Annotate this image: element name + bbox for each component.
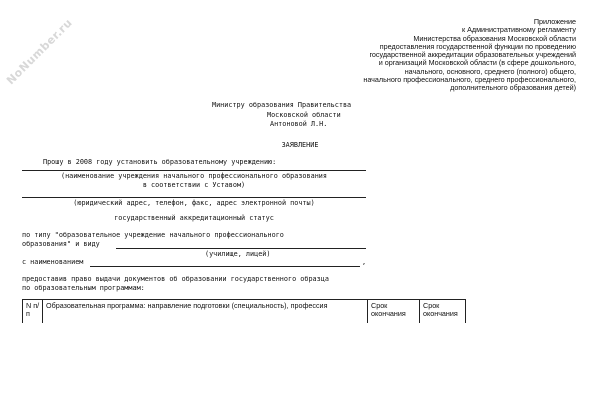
addressee-line: Антоновой Л.Н. — [270, 120, 328, 128]
hint-kind: (училище, лицей) — [205, 250, 271, 258]
programs-table — [22, 299, 466, 323]
hint-name: в соответствии с Уставом) — [142, 181, 246, 189]
hint-name: (наименование учреждения начального профессионального образования — [61, 172, 327, 180]
appendix-line: начального профессионального, среднего профессионального, — [363, 75, 576, 85]
table-header-number: N п/п — [23, 300, 43, 323]
appendix-line: государственной аккредитации образовательных учреждений — [369, 50, 576, 60]
document-title: ЗАЯВЛЕНИЕ — [281, 141, 319, 149]
naming-fill-line — [90, 266, 360, 267]
naming-label: с наименованием — [22, 258, 84, 266]
appendix-line: к Административному регламенту — [461, 25, 576, 35]
kind-fill-line — [116, 248, 366, 249]
table-header-term: Срок окончания — [368, 300, 420, 323]
appendix-block — [306, 18, 576, 93]
appendix-line: предоставления государственной функции по проведению — [379, 41, 576, 51]
hint-address: (юридический адрес, телефон, факс, адрес электронной почты) — [73, 199, 315, 207]
address-fill-line — [22, 197, 366, 198]
type-line: образования" и виду — [22, 240, 100, 248]
grant-text: предоставив право выдачи документов об образовании государственного образца — [22, 275, 329, 283]
addressee-line: Министру образования Правительства — [212, 101, 352, 109]
table-header-term: Срок окончания — [423, 301, 458, 319]
naming-end: , — [362, 258, 367, 266]
addressee-line: Московской области — [267, 110, 341, 119]
appendix-line: Министерства образования Московской области — [413, 33, 576, 43]
request-text: Прошу в 2008 году установить образовательному учреждению: — [43, 158, 277, 166]
addressee-block — [212, 101, 382, 130]
table-header-program: Образовательная программа: направление подготовки (специальность), профессия — [43, 300, 368, 323]
appendix-line: начального, основного, среднего (полного) общего, — [404, 66, 576, 76]
appendix-line: и организаций Московской области (в сфере дошкольного, — [378, 58, 576, 68]
type-line: по типу "образовательное учреждение начального профессионального — [22, 231, 284, 239]
appendix-line: дополнительного образования детей) — [450, 83, 576, 93]
appendix-line: Приложение — [533, 17, 576, 26]
watermark: NoNumber.ru — [4, 16, 75, 88]
name-fill-line — [22, 170, 366, 171]
grant-text: по образовательным программам: — [22, 284, 145, 292]
status-text: государственный аккредитационный статус — [114, 214, 274, 222]
